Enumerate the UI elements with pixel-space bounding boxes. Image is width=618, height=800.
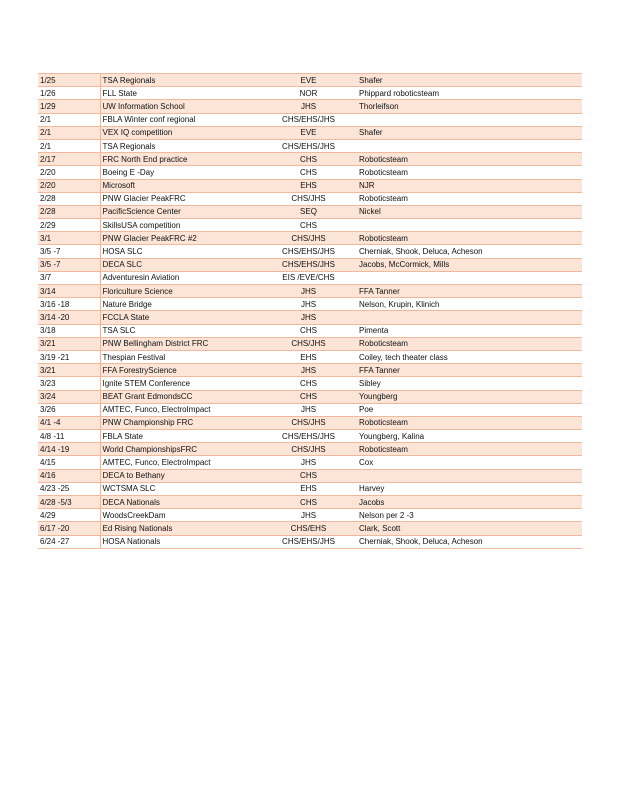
event-cell: TSA Regionals xyxy=(100,139,266,152)
contact-cell: Shafer xyxy=(351,126,582,139)
table-row xyxy=(38,113,582,126)
school-cell: EHS xyxy=(266,482,351,495)
school-cell: CHS/JHS xyxy=(266,232,351,245)
school-cell: CHS/EHS/JHS xyxy=(266,535,351,548)
table-row xyxy=(38,350,582,363)
contact-cell: Phippard roboticsteam xyxy=(351,87,582,100)
table-row xyxy=(38,285,582,298)
school-cell: CHS/EHS/JHS xyxy=(266,258,351,271)
school-cell: CHS xyxy=(266,469,351,482)
date-cell: 3/1 xyxy=(38,232,100,245)
table-row xyxy=(38,496,582,509)
school-cell: CHS/JHS xyxy=(266,416,351,429)
event-cell: DECA Nationals xyxy=(100,496,266,509)
event-cell: PNW Championship FRC xyxy=(100,416,266,429)
contact-cell: Coiley, tech theater class xyxy=(351,350,582,363)
table-row xyxy=(38,179,582,192)
table-row xyxy=(38,219,582,232)
contact-cell: Nelson, Krupin, Klinich xyxy=(351,298,582,311)
contact-cell: Nickel xyxy=(351,205,582,218)
event-cell: FFA ForestryScience xyxy=(100,364,266,377)
date-cell: 3/19 -21 xyxy=(38,350,100,363)
table-row xyxy=(38,416,582,429)
school-cell: JHS xyxy=(266,509,351,522)
event-cell: Ed Rising Nationals xyxy=(100,522,266,535)
table-row xyxy=(38,153,582,166)
date-cell: 3/7 xyxy=(38,271,100,284)
contact-cell xyxy=(351,311,582,324)
event-cell: AMTEC, Funco, ElectroImpact xyxy=(100,456,266,469)
date-cell: 1/25 xyxy=(38,74,100,87)
school-cell: JHS xyxy=(266,285,351,298)
date-cell: 4/14 -19 xyxy=(38,443,100,456)
date-cell: 2/1 xyxy=(38,126,100,139)
table-row xyxy=(38,271,582,284)
school-cell: CHS/EHS/JHS xyxy=(266,245,351,258)
table-row xyxy=(38,258,582,271)
event-cell: UW Information School xyxy=(100,100,266,113)
school-cell: CHS xyxy=(266,219,351,232)
contact-cell xyxy=(351,469,582,482)
event-cell: VEX IQ competition xyxy=(100,126,266,139)
school-cell: CHS/EHS/JHS xyxy=(266,139,351,152)
date-cell: 6/24 -27 xyxy=(38,535,100,548)
school-cell: JHS xyxy=(266,456,351,469)
event-cell: FBLA State xyxy=(100,430,266,443)
school-cell: JHS xyxy=(266,403,351,416)
school-cell: CHS/JHS xyxy=(266,192,351,205)
event-cell: WoodsCreekDam xyxy=(100,509,266,522)
contact-cell: Youngberg xyxy=(351,390,582,403)
contact-cell: FFA Tanner xyxy=(351,285,582,298)
date-cell: 3/21 xyxy=(38,337,100,350)
event-cell: HOSA SLC xyxy=(100,245,266,258)
contact-cell: Roboticsteam xyxy=(351,232,582,245)
date-cell: 3/24 xyxy=(38,390,100,403)
date-cell: 2/1 xyxy=(38,139,100,152)
table-row xyxy=(38,192,582,205)
event-cell: Ignite STEM Conference xyxy=(100,377,266,390)
school-cell: CHS/JHS xyxy=(266,337,351,350)
date-cell: 2/17 xyxy=(38,153,100,166)
date-cell: 4/23 -25 xyxy=(38,482,100,495)
table-row xyxy=(38,390,582,403)
event-cell: World ChampionshipsFRC xyxy=(100,443,266,456)
school-cell: EHS xyxy=(266,179,351,192)
school-cell: NOR xyxy=(266,87,351,100)
event-cell: Boeing E -Day xyxy=(100,166,266,179)
school-cell: SEQ xyxy=(266,205,351,218)
event-cell: FRC North End practice xyxy=(100,153,266,166)
date-cell: 3/18 xyxy=(38,324,100,337)
school-cell: CHS/EHS/JHS xyxy=(266,430,351,443)
event-cell: WCTSMA SLC xyxy=(100,482,266,495)
table-row xyxy=(38,509,582,522)
contact-cell: Nelson per 2 -3 xyxy=(351,509,582,522)
table-row xyxy=(38,324,582,337)
table-row xyxy=(38,469,582,482)
date-cell: 3/16 -18 xyxy=(38,298,100,311)
table-row xyxy=(38,100,582,113)
date-cell: 4/8 -11 xyxy=(38,430,100,443)
school-cell: CHS xyxy=(266,166,351,179)
table-row xyxy=(38,205,582,218)
contact-cell: Jacobs xyxy=(351,496,582,509)
table-row xyxy=(38,166,582,179)
event-cell: Nature Bridge xyxy=(100,298,266,311)
table-row xyxy=(38,87,582,100)
event-cell: BEAT Grant EdmondsCC xyxy=(100,390,266,403)
event-cell: PNW Bellingham District FRC xyxy=(100,337,266,350)
contact-cell: Cherniak, Shook, Deluca, Acheson xyxy=(351,245,582,258)
contact-cell: Shafer xyxy=(351,74,582,87)
date-cell: 6/17 -20 xyxy=(38,522,100,535)
school-cell: CHS xyxy=(266,324,351,337)
date-cell: 4/16 xyxy=(38,469,100,482)
contact-cell: Cox xyxy=(351,456,582,469)
date-cell: 1/26 xyxy=(38,87,100,100)
date-cell: 4/29 xyxy=(38,509,100,522)
date-cell: 3/5 -7 xyxy=(38,258,100,271)
date-cell: 3/5 -7 xyxy=(38,245,100,258)
date-cell: 4/1 -4 xyxy=(38,416,100,429)
contact-cell: Sibley xyxy=(351,377,582,390)
date-cell: 3/14 -20 xyxy=(38,311,100,324)
school-cell: CHS xyxy=(266,390,351,403)
event-cell: DECA SLC xyxy=(100,258,266,271)
table-row xyxy=(38,377,582,390)
contact-cell: Roboticsteam xyxy=(351,443,582,456)
table-row xyxy=(38,337,582,350)
table-row xyxy=(38,126,582,139)
contact-cell xyxy=(351,271,582,284)
table-row xyxy=(38,535,582,548)
contact-cell: FFA Tanner xyxy=(351,364,582,377)
date-cell: 3/21 xyxy=(38,364,100,377)
date-cell: 3/26 xyxy=(38,403,100,416)
contact-cell: Harvey xyxy=(351,482,582,495)
event-cell: HOSA Nationals xyxy=(100,535,266,548)
table-row xyxy=(38,139,582,152)
contact-cell: Jacobs, McCormick, Mills xyxy=(351,258,582,271)
table-row xyxy=(38,482,582,495)
contact-cell: Thorleifson xyxy=(351,100,582,113)
date-cell: 2/20 xyxy=(38,166,100,179)
event-cell: FLL State xyxy=(100,87,266,100)
school-cell: CHS/EHS/JHS xyxy=(266,113,351,126)
date-cell: 2/29 xyxy=(38,219,100,232)
event-cell: PacificScience Center xyxy=(100,205,266,218)
school-cell: JHS xyxy=(266,364,351,377)
table-row xyxy=(38,298,582,311)
date-cell: 2/28 xyxy=(38,192,100,205)
events-table-body xyxy=(38,74,582,549)
school-cell: JHS xyxy=(266,311,351,324)
event-cell: PNW Glacier PeakFRC #2 xyxy=(100,232,266,245)
school-cell: CHS xyxy=(266,377,351,390)
event-cell: TSA SLC xyxy=(100,324,266,337)
school-cell: CHS/JHS xyxy=(266,443,351,456)
event-cell: AMTEC, Funco, ElectroImpact xyxy=(100,403,266,416)
date-cell: 2/20 xyxy=(38,179,100,192)
event-cell: DECA to Bethany xyxy=(100,469,266,482)
table-row xyxy=(38,456,582,469)
contact-cell: Youngberg, Kalina xyxy=(351,430,582,443)
event-cell: TSA Regionals xyxy=(100,74,266,87)
event-cell: FCCLA State xyxy=(100,311,266,324)
events-table xyxy=(38,73,582,549)
table-row xyxy=(38,364,582,377)
contact-cell: Roboticsteam xyxy=(351,337,582,350)
contact-cell: Cherniak, Shook, Deluca, Acheson xyxy=(351,535,582,548)
event-cell: SkillsUSA competition xyxy=(100,219,266,232)
date-cell: 3/14 xyxy=(38,285,100,298)
school-cell: EVE xyxy=(266,126,351,139)
date-cell: 4/15 xyxy=(38,456,100,469)
contact-cell: Roboticsteam xyxy=(351,153,582,166)
school-cell: CHS xyxy=(266,496,351,509)
school-cell: JHS xyxy=(266,298,351,311)
table-row xyxy=(38,403,582,416)
school-cell: CHS xyxy=(266,153,351,166)
event-cell: Thespian Festival xyxy=(100,350,266,363)
contact-cell: Clark, Scott xyxy=(351,522,582,535)
date-cell: 4/28 -5/3 xyxy=(38,496,100,509)
table-row xyxy=(38,430,582,443)
table-row xyxy=(38,311,582,324)
event-cell: PNW Glacier PeakFRC xyxy=(100,192,266,205)
date-cell: 3/23 xyxy=(38,377,100,390)
contact-cell xyxy=(351,113,582,126)
contact-cell: Roboticsteam xyxy=(351,166,582,179)
school-cell: EIS /EVE/CHS xyxy=(266,271,351,284)
school-cell: JHS xyxy=(266,100,351,113)
event-cell: Microsoft xyxy=(100,179,266,192)
table-row xyxy=(38,443,582,456)
table-row xyxy=(38,245,582,258)
event-cell: FBLA Winter conf regional xyxy=(100,113,266,126)
contact-cell: Roboticsteam xyxy=(351,192,582,205)
contact-cell: Poe xyxy=(351,403,582,416)
contact-cell: Roboticsteam xyxy=(351,416,582,429)
table-row xyxy=(38,74,582,87)
contact-cell: NJR xyxy=(351,179,582,192)
contact-cell xyxy=(351,219,582,232)
school-cell: CHS/EHS xyxy=(266,522,351,535)
event-cell: Floriculture Science xyxy=(100,285,266,298)
date-cell: 1/29 xyxy=(38,100,100,113)
date-cell: 2/1 xyxy=(38,113,100,126)
contact-cell xyxy=(351,139,582,152)
date-cell: 2/28 xyxy=(38,205,100,218)
table-row xyxy=(38,232,582,245)
school-cell: EVE xyxy=(266,74,351,87)
school-cell: EHS xyxy=(266,350,351,363)
table-row xyxy=(38,522,582,535)
contact-cell: Pimenta xyxy=(351,324,582,337)
event-cell: Adventuresin Aviation xyxy=(100,271,266,284)
